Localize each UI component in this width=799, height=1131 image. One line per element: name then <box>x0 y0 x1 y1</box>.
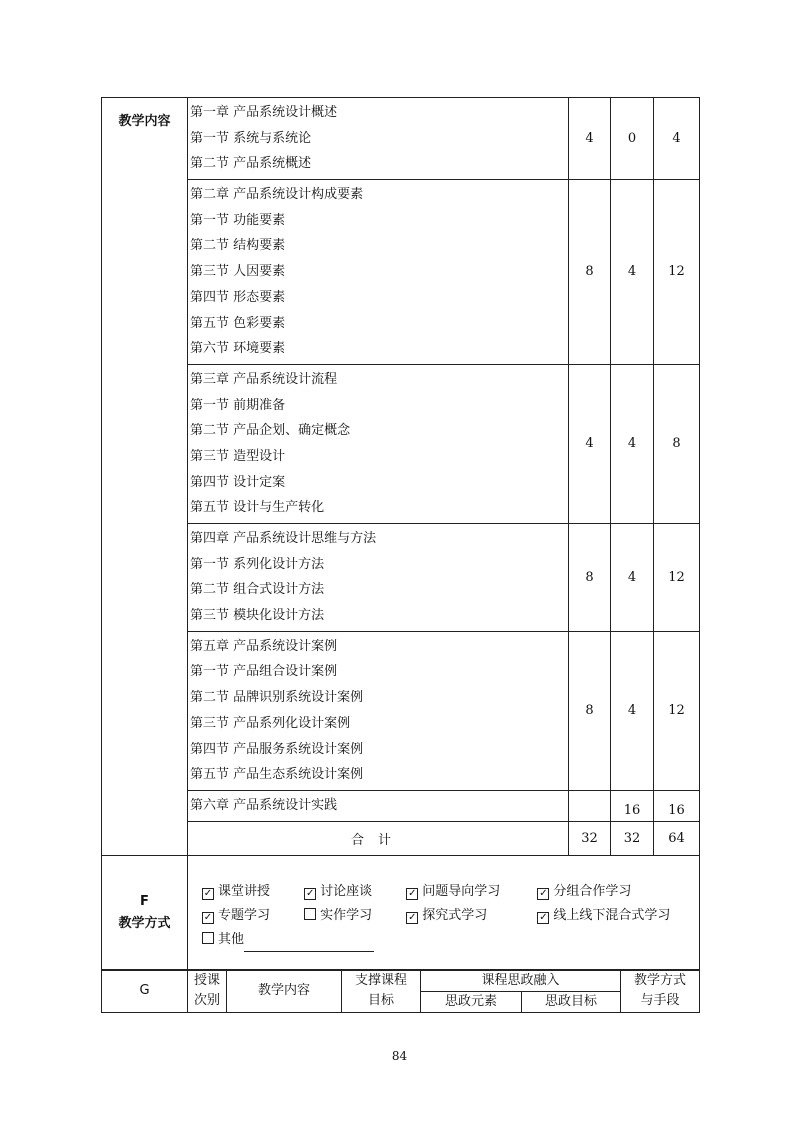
practice-hours: 0 <box>611 98 654 180</box>
lecture-hours: 8 <box>569 524 611 632</box>
practice-hours: 4 <box>611 524 654 632</box>
teaching-methods-label-cell <box>102 855 188 970</box>
practice-hours: 4 <box>611 631 654 790</box>
section-title: 第二节 产品企划、确定概念 <box>190 423 351 439</box>
total-all-hours: 64 <box>654 821 700 855</box>
method-item-pbl <box>406 880 533 904</box>
method-label: 课堂讲授 <box>218 883 271 899</box>
header-line: 目标 <box>367 993 394 1008</box>
chapter-title: 第三章 产品系统设计流程 <box>190 371 338 387</box>
lecture-hours: 4 <box>569 98 611 180</box>
section-title: 第一节 前期准备 <box>190 397 286 413</box>
section-g-table <box>101 969 700 1013</box>
section-title: 第二节 品牌识别系统设计案例 <box>190 690 364 706</box>
method-label: 实作学习 <box>320 907 373 923</box>
col-method-header <box>621 970 700 1013</box>
section-label: 教学内容 <box>102 98 188 856</box>
total-practice-hours: 32 <box>611 821 654 855</box>
chapter-row <box>102 98 700 180</box>
section-title: 第二节 结构要素 <box>190 238 286 254</box>
section-g-letter: G <box>102 970 188 1013</box>
checkbox-checked-icon[interactable]: ✓ <box>539 887 548 899</box>
checkbox-unchecked-icon[interactable] <box>202 932 214 944</box>
chapter-title: 第一章 产品系统设计概述 <box>190 105 338 120</box>
header-line: 授课 <box>193 973 220 988</box>
chapter-row <box>102 180 700 365</box>
method-item-blended <box>537 904 670 928</box>
checkbox-checked-icon[interactable]: ✓ <box>203 887 213 899</box>
chapter-row <box>102 631 700 790</box>
method-item-discussion <box>304 880 402 904</box>
chapter-content <box>188 524 569 632</box>
col-ideology-header: 课程思政融入 <box>421 970 621 992</box>
method-label: 专题学习 <box>218 907 271 923</box>
chapter-title: 第二章 产品系统设计构成要素 <box>190 187 364 203</box>
section-title: 第二节 组合式设计方法 <box>190 582 325 598</box>
total-hours: 12 <box>654 180 700 365</box>
total-hours: 8 <box>654 364 700 523</box>
practice-hours: 4 <box>611 364 654 523</box>
lecture-hours <box>569 790 611 821</box>
checkbox-checked-icon[interactable]: ✓ <box>408 887 417 899</box>
chapter-title: 第四章 产品系统设计思维与方法 <box>190 531 377 546</box>
total-hours: 4 <box>654 98 700 180</box>
method-item-other <box>202 928 374 952</box>
section-title: 第四节 产品服务系统设计案例 <box>190 741 364 757</box>
chapter-row <box>102 524 700 632</box>
checkbox-checked-icon[interactable]: ✓ <box>539 911 548 923</box>
method-item-practice <box>304 904 402 928</box>
checkbox-checked-icon[interactable]: ✓ <box>305 887 315 899</box>
teaching-methods-label: 教学方式 <box>118 915 171 931</box>
chapter-content <box>188 631 569 790</box>
col-content-header: 教学内容 <box>227 970 342 1013</box>
chapter-row <box>102 364 700 523</box>
chapter-row <box>102 790 700 821</box>
methods-line-1 <box>202 880 687 904</box>
total-lecture-hours: 32 <box>569 821 611 855</box>
method-label: 线上线下混合式学习 <box>553 907 671 923</box>
total-row <box>102 821 700 855</box>
course-content-table <box>101 97 700 971</box>
section-title: 第三节 产品系列化设计案例 <box>190 715 351 731</box>
chapter-title: 第六章 产品系统设计实践 <box>190 797 338 813</box>
lecture-hours: 8 <box>569 180 611 365</box>
method-label: 探究式学习 <box>422 907 488 923</box>
total-hours: 16 <box>654 790 700 821</box>
methods-line-3 <box>202 928 687 952</box>
checkbox-unchecked-icon[interactable] <box>304 908 316 920</box>
section-f-letter: F <box>140 893 149 909</box>
section-title: 第一节 系列化设计方法 <box>190 556 325 572</box>
lecture-hours: 4 <box>569 364 611 523</box>
chapter-content <box>188 98 569 180</box>
course-content-body <box>102 98 700 856</box>
header-line: 教学方式 <box>634 973 687 988</box>
col-targets-header: 思政目标 <box>522 992 621 1013</box>
section-title: 第二节 产品系统概述 <box>190 156 312 172</box>
lecture-hours: 8 <box>569 631 611 790</box>
method-item-group <box>537 880 631 904</box>
header-line: 次别 <box>193 993 220 1008</box>
chapter-content <box>188 180 569 365</box>
total-label: 合计 <box>188 821 569 855</box>
chapter-content <box>188 790 569 821</box>
section-title: 第三节 模块化设计方法 <box>190 608 325 624</box>
section-title: 第五节 色彩要素 <box>190 315 286 331</box>
col-session-header <box>188 970 227 1013</box>
chapter-content <box>188 364 569 523</box>
practice-hours: 16 <box>611 790 654 821</box>
section-title: 第六节 环境要素 <box>190 341 286 357</box>
section-title: 第一节 产品组合设计案例 <box>190 664 338 680</box>
section-title: 第三节 造型设计 <box>190 448 286 464</box>
other-fill-line[interactable] <box>244 937 374 952</box>
total-hours: 12 <box>654 631 700 790</box>
method-label: 分组合作学习 <box>553 883 632 899</box>
header-line: 与手段 <box>640 993 680 1008</box>
page-number: 84 <box>391 1049 408 1063</box>
section-title: 第一节 系统与系统论 <box>190 130 312 146</box>
total-hours: 12 <box>654 524 700 632</box>
section-title: 第五节 设计与生产转化 <box>190 500 325 516</box>
checkbox-checked-icon[interactable]: ✓ <box>203 911 213 923</box>
methods-line-2 <box>202 904 687 928</box>
method-item-lecture <box>202 880 300 904</box>
col-goal-header <box>342 970 421 1013</box>
method-label: 问题导向学习 <box>422 883 501 899</box>
section-title: 第四节 形态要素 <box>190 289 286 305</box>
method-label: 讨论座谈 <box>320 883 373 899</box>
chapter-title: 第五章 产品系统设计案例 <box>190 638 338 654</box>
practice-hours: 4 <box>611 180 654 365</box>
section-title: 第一节 功能要素 <box>190 212 286 228</box>
section-title: 第三节 人因要素 <box>190 264 286 280</box>
method-item-topic <box>202 904 300 928</box>
method-item-inquiry <box>406 904 533 928</box>
col-elements-header: 思政元素 <box>421 992 522 1013</box>
methods-row <box>102 855 700 970</box>
checkbox-checked-icon[interactable]: ✓ <box>408 911 417 923</box>
section-title: 第四节 设计定案 <box>190 474 286 490</box>
header-line: 支撑课程 <box>354 973 407 988</box>
method-label: 其他 <box>218 931 245 947</box>
teaching-methods-cell <box>188 855 700 970</box>
section-title: 第五节 产品生态系统设计案例 <box>190 767 364 783</box>
